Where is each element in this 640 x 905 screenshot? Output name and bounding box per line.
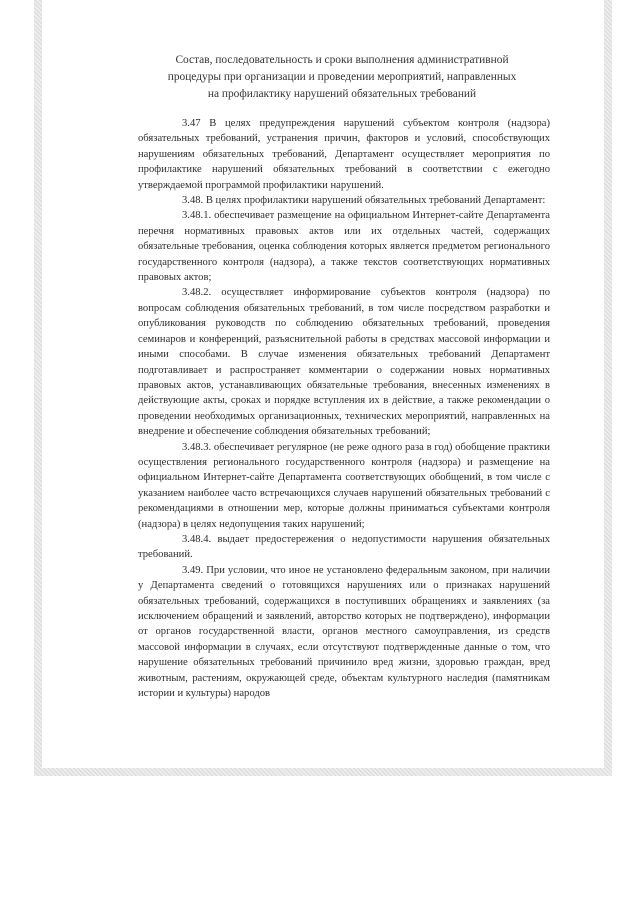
section-heading: Состав, последовательность и сроки выполнения административной процедуры при организации и проведении мероприятий, направленных на профилактику нарушений обязательных требований	[167, 54, 517, 100]
paragraph-3-48: 3.48. В целях профилактики нарушений обязательных требований Департамент:	[182, 195, 546, 207]
paragraph-3-49: 3.49. При условии, что иное не установлено федеральным законом, при наличии у Департамента сведений о готовящихся нарушениях или о признаках нарушений обязательных требований, содержащихся в поступивших обращениях и заявлениях (за исключением обращений и заявлений, авторство которых не подтверждено), информации от органов государственной власти, органов местного самоуправления, из средств массовой информации в случаях, если отсутствуют подтвержденные данные о том, что нарушение обязательных требований причинило вред жизни, здоровью граждан, вред животным, растениям, окружающей среде, объектам культурного наследия (памятникам истории и культуры) народов	[138, 564, 550, 700]
paragraph-3-48-3: 3.48.3. обеспечивает регулярное (не реже одного раза в год) обобщение практики осуществления регионального государственного контроля (надзора) и размещение на официальном Интернет-сайте Департамента соответствующих обобщений, в том числе с указанием наиболее часто встречающихся случаев нарушений обязательных требований с рекомендациями в отношении мер, которые должны приниматься субъектами контроля (надзора) в целях недопущения таких нарушений;	[138, 441, 550, 530]
paragraph-3-48-2: 3.48.2. осуществляет информирование субъектов контроля (надзора) по вопросам соблюдения обязательных требований, в том числе посредством разработки и опубликования руководств по соблюдению обязательных требований, проведения семинаров и конференций, разъяснительной работы в средствах массовой информации и иными способами. В случае изменения обязательных требований Департамент подготавливает и распространяет комментарии о содержании новых нормативных правовых актов, устанавливающих обязательные требования, внесенных изменениях в действующие акты, сроках и порядке вступления их в действие, а также рекомендации о проведении необходимых организационных, технических мероприятий, направленных на внедрение и обеспечение соблюдения обязательных требований;	[138, 287, 550, 438]
paragraph-3-48-4: 3.48.4. выдает предостережения о недопустимости нарушения обязательных требований.	[138, 533, 550, 561]
paragraph-3-48-1: 3.48.1. обеспечивает размещение на официальном Интернет-сайте Департамента перечня нормативных правовых актов или их отдельных частей, содержащих обязательные требования, оценка соблюдения которых является предметом регионального государственного контроля (надзора), а также текстов соответствующих нормативных правовых актов;	[138, 210, 550, 284]
scan-border	[34, 0, 612, 776]
document-body	[138, 116, 550, 701]
paragraph-3-47: 3.47 В целях предупреждения нарушений субъектом контроля (надзора) обязательных требований, устранения причин, факторов и условий, способствующих нарушениям обязательных требований, Департамент осуществляет мероприятия по профилактике нарушений обязательных требований в соответствии с ежегодно утверждаемой программой профилактики нарушений.	[138, 118, 550, 191]
document-page	[42, 0, 604, 768]
